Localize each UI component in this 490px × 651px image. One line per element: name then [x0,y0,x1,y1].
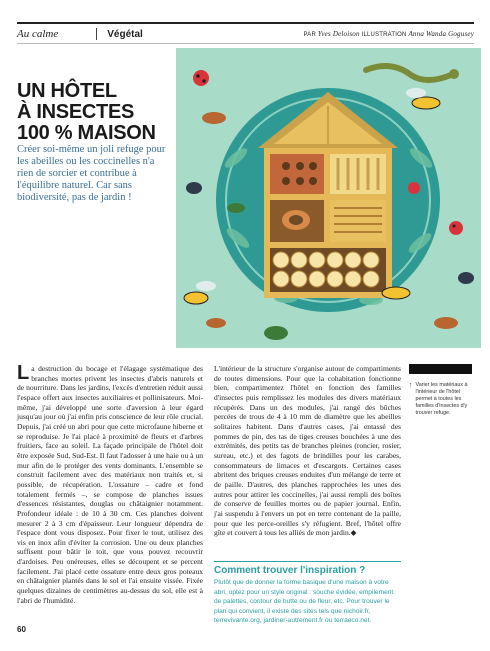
body-column-1: La destruction du bocage et l'élagage systématique des branches mortes privent les insectes d'abris naturels et de nourriture. Dans les jardins, l'excès d'entretien réduit aussi l'espace offert aux insectes auxiliaires et pollinisateurs. Moi-même, j'ai développé une sorte d'aversion à leur égard jusqu'au jour où j'ai enfin pris conscience de leur rôle crucial. Depuis, j'ai créé un abri pour que cette microfaune hiberne et se reproduise. Je l'ai placé à proximité de fleurs et d'arbres fruitiers, face au soleil. La façade principale de l'hôtel doit être exposée Sud, Sud-Est. Il faut l'adosser à une haie ou à un mur afin de le protéger des vents dominants. L'ensemble se construit facilement avec des matériaux non traités et, si possible, de récupération. L'ossature – cadre et fond totalement fermés –, se compose de planches issues d'essences résistantes, douglas ou châtaignier notamment. Profondeur idéale : de 10 à 30 cm. Ces planches doivent mesurer 2 à 3 cm d'épaisseur. Leur longueur dépendra de l'espace dont vous disposez. Pour fixer le tout, utilisez des vis en inox afin d'éviter la corrosion. Une ou deux planches suffisent pour bâtir le toit, que vous pouvez recouvrir d'ardoises. Peu onéreuses, elles se découpent et se percent facilement. J'ai placé cette ossature entre deux gros poteaux en châtaignier plantés dans le sol et l'ai ensuite vissée. Fixée quelques dizaines de centimètres au-dessus du sol, elle est à l'abri de l'humidité. [17,362,203,605]
article-lead: Créer soi-même un joli refuge pour les abeilles ou les coccinelles n'a rien de sorcier et contribue à l'équilibre naturel. Car sans biodiversité, pas de jardin ! [17,144,166,203]
arrow-up-icon: ↑ [409,382,413,389]
illustration-caption: ↑ Varier les matériaux à l'intérieur de l'hôtel permet à toutes les familles d'insectes d'y trouver refuge. [409,382,468,416]
top-rule [17,22,474,24]
box-title: Comment trouver l'inspiration ? [214,565,366,576]
header-divider [96,28,97,40]
rubrique: Au calme [17,28,59,40]
page-number: 60 [17,625,26,634]
caption-bar [409,364,472,374]
credits: PAR Yves Deloison ILLUSTRATION Anna Wanda Gogusey [303,30,474,38]
caption-block [409,364,472,417]
section-name: Végétal [107,28,143,40]
article-title: UN HÔTEL À INSECTES 100 % MAISON [17,80,156,144]
box-text: Plutôt que de donner la forme basique d'une maison à votre abri, optez pour un style original : souche évidée, empilement de palettes, contour de butte ou de fleur, etc. Pour trouver le plan qui convient, il existe des sites tels que nichoir.fr, terrevivante.org, jardiner-autrement.fr ou terraeco.net. [214,579,394,624]
header-rule [17,43,474,44]
body-column-2: L'intérieur de la structure s'organise autour de compartiments de toutes dimensions. Pour que la cohabitation fonctionne bien, compartimentez l'hôtel en fonction des familles d'insectes puis remplissez les modules des divers matériaux récupérés. Dans un des modules, j'ai rangé des bûches percées de trous de 4 à 10 mm de diamètre que les abeilles solitaires habitent. Dans d'autres cases, j'ai entassé des pommes de pin, des tas de tiges creuses bouchées à une des extrémités, des petits tas de branches pleines (roncier, rosier, sureau, etc.) et des fagots de brindilles pour les carabes, consommateurs de limaces et d'escargots. Certaines cases abritent des briques creuses enduites d'un mélange de terre et de paille. D'autres, des planches rapprochées les unes des autres pour attirer les coccinelles, j'ai aussi rempli des boîtes de conserve de feuilles mortes ou de papier journal. Enfin, j'ai suspendu à l'envers un pot en terre contenant de la paille, pour que les perce-oreilles s'y réfugient. Bref, l'hôtel offre gîte et couvert à tous les alliés de mon jardin.◆ [214,364,401,538]
inspiration-box [214,561,401,626]
dropcap: L [17,362,30,384]
page-header [17,27,474,41]
insect-hotel-illustration [176,48,481,348]
author: Yves Deloison [317,30,360,38]
illustrator: Anna Wanda Gogusey [408,30,474,38]
